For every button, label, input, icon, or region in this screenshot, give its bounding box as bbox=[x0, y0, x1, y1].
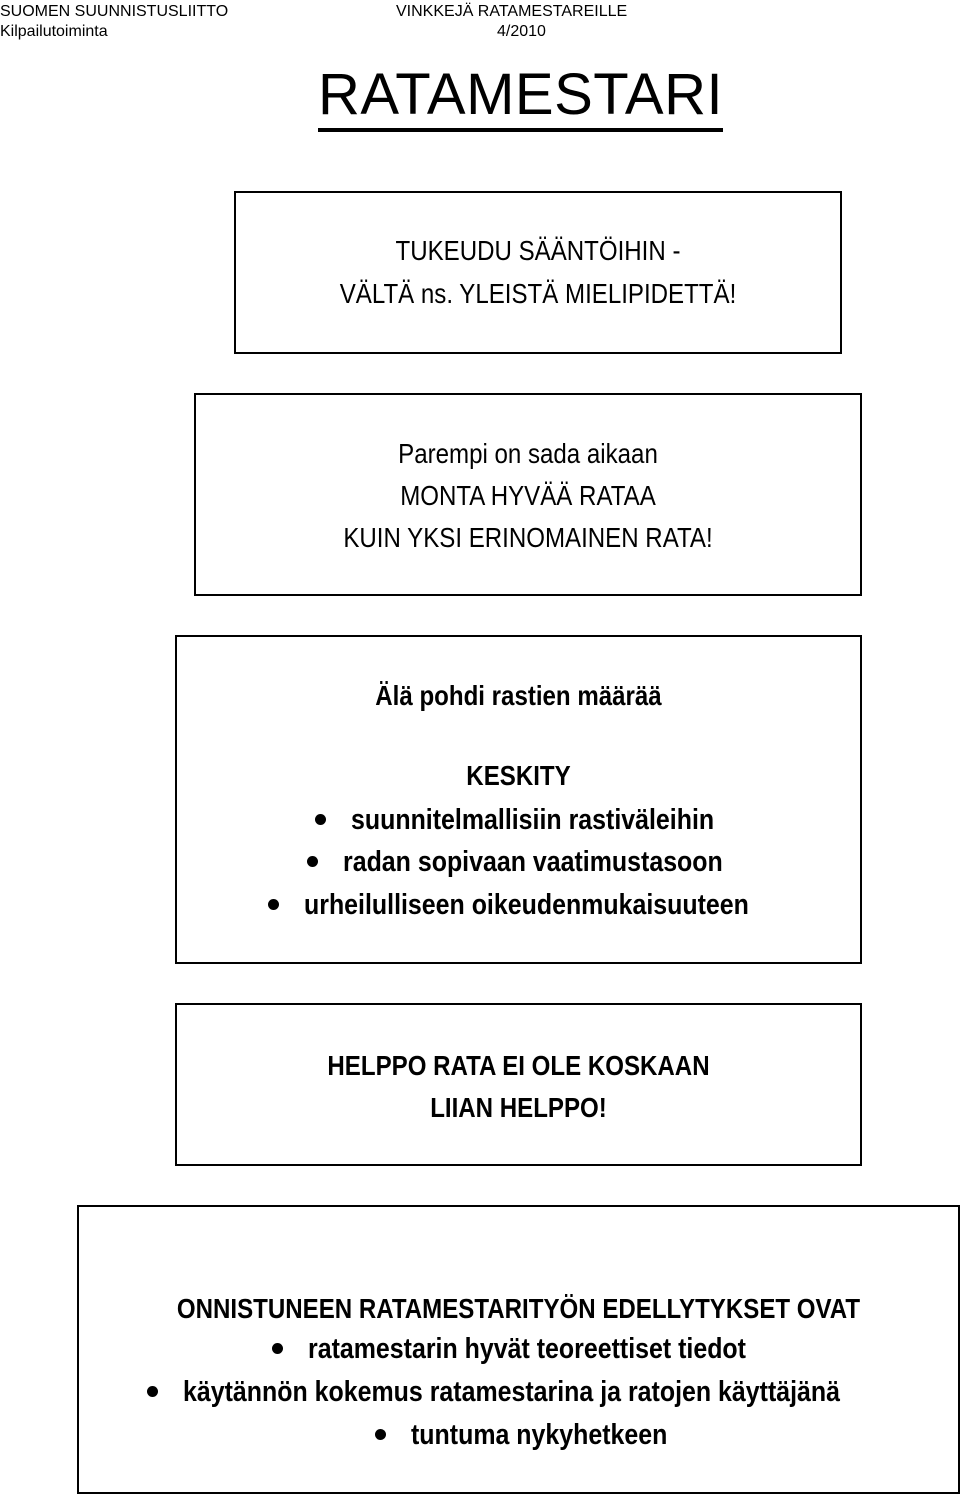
box2-line-1: Parempi on sada aikaan bbox=[398, 438, 658, 469]
header-org: SUOMEN SUUNNISTUSLIITTO bbox=[0, 3, 229, 20]
box5-heading: ONNISTUNEEN RATAMESTARITYÖN EDELLYTYKSET OVAT bbox=[176, 1293, 861, 1324]
box4-line-2: LIIAN HELPPO! bbox=[430, 1092, 607, 1123]
box2-line-3: KUIN YKSI ERINOMAINEN RATA! bbox=[343, 522, 713, 553]
bullet-icon bbox=[268, 899, 279, 910]
rule-box-5 bbox=[77, 1205, 960, 1494]
box3-bullet-1: suunnitelmallisiin rastiväleihin bbox=[351, 804, 715, 836]
bullet-icon bbox=[307, 856, 318, 867]
box5-bullet-3: tuntuma nykyhetkeen bbox=[411, 1419, 668, 1451]
box3-bullet-3: urheilulliseen oikeudenmukaisuuteen bbox=[304, 889, 749, 921]
bullet-icon bbox=[272, 1343, 283, 1354]
rule-box-4 bbox=[175, 1003, 862, 1166]
box3-bullet-2: radan sopivaan vaatimustasoon bbox=[343, 846, 723, 878]
header-doc-title: VINKKEJÄ RATAMESTAREILLE bbox=[396, 3, 628, 20]
rule-box-2 bbox=[194, 393, 862, 596]
box3-heading: KESKITY bbox=[466, 760, 571, 791]
header-dept: Kilpailutoiminta bbox=[0, 23, 108, 40]
box1-line-2: VÄLTÄ ns. YLEISTÄ MIELIPIDETTÄ! bbox=[339, 278, 737, 309]
page-title: RATAMESTARI bbox=[318, 62, 723, 132]
box4-line-1: HELPPO RATA EI OLE KOSKAAN bbox=[327, 1050, 710, 1081]
bullet-icon bbox=[315, 814, 326, 825]
rule-box-3 bbox=[175, 635, 862, 964]
box5-bullet-2: käytännön kokemus ratamestarina ja ratojen käyttäjänä bbox=[183, 1376, 841, 1408]
box5-bullet-1: ratamestarin hyvät teoreettiset tiedot bbox=[308, 1333, 746, 1365]
rule-box-1 bbox=[234, 191, 842, 354]
bullet-icon bbox=[375, 1429, 386, 1440]
box1-line-1: TUKEUDU SÄÄNTÖIHIN - bbox=[395, 235, 681, 266]
box3-intro: Älä pohdi rastien määrää bbox=[375, 680, 662, 711]
bullet-icon bbox=[147, 1386, 158, 1397]
box2-line-2: MONTA HYVÄÄ RATAA bbox=[400, 480, 656, 511]
header-date: 4/2010 bbox=[497, 23, 546, 40]
